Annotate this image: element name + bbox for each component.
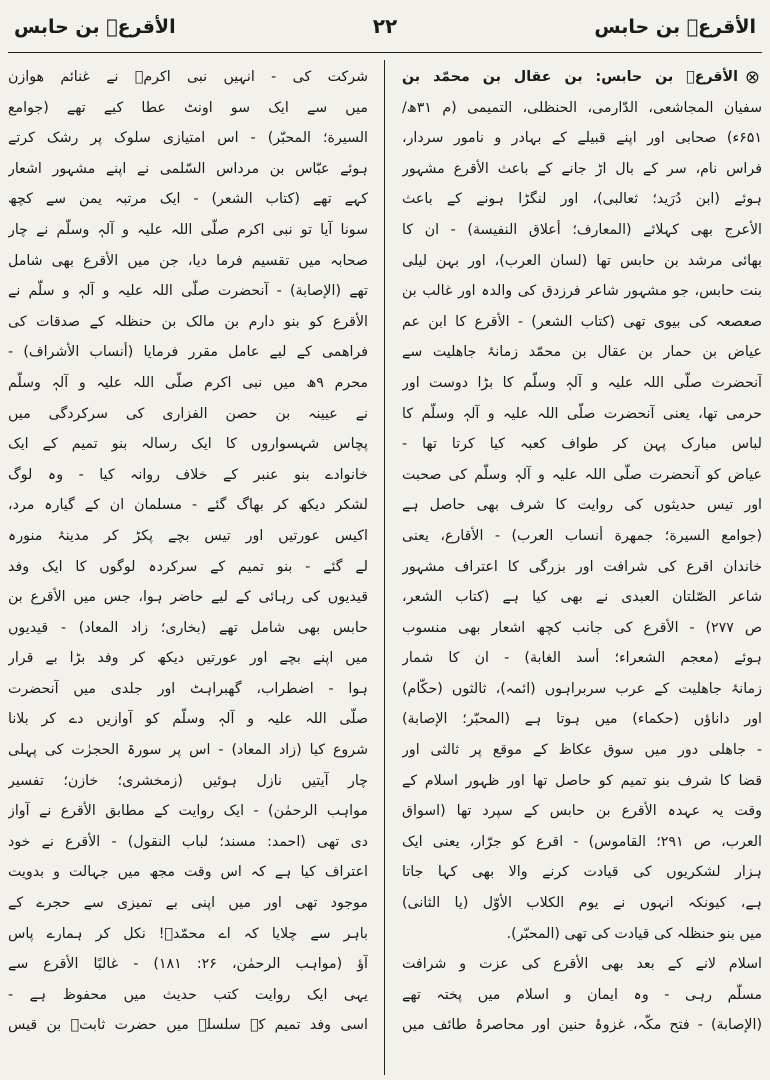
text-line: ہوئے (معجم الشعراء؛ أسد الغابة) - ان کا شمار (402, 650, 762, 667)
text-line: کہے تھے (کتاب الشعر) - ایک مرتبہ یمن سے کچھ (8, 191, 368, 208)
text-line: الأقرع کو بنو دارم بن مالک بن حنظلہ کے صدقات کی (8, 313, 368, 330)
text-line: اسلام لانے کے بعد بھی الأقرع کی عزت و شرافت (402, 956, 762, 973)
entry-marker-icon: ⊗ (744, 67, 760, 88)
text-line: اسی وفد تمیم کے سلسلے میں حضرت ثابتؓ بن قیس (8, 1017, 368, 1034)
text-line: میں بنو حنظلہ کی قیادت کی تھی (المحبّر). (506, 925, 762, 942)
text-line: میں اپنے بچے اور عورتیں دیکھ کر وفد بڑا بے قرار (8, 650, 368, 667)
text-line: سفیان المجاشعی، الدّارمی، الحنظلی، التمیمی (م ۳۱ھ/ (402, 99, 762, 116)
text-line: آؤ (مواہب الرحمٰن، ۲۶: ۱۸۱) - غالبًا الأقرع سے (8, 956, 368, 973)
page-number: ۲۲ (372, 14, 398, 38)
text-line: موجود تھی اور میں اپنی بے تمیزی سے حجرے کے (8, 895, 368, 912)
text-line: الأقرعؓ بن حابس: بن عقال بن محمّد بن (402, 69, 738, 85)
text-line: حرمی تھا، یعنی آنحضرت صلّی اللہ علیہ و آلہٖ وسلّم کا (402, 405, 762, 422)
text-line: العرب، ص ۲۹۱؛ القاموس) - اقرع کو جرّار، یعنی ایک (402, 833, 762, 850)
text-line: زمانۂ جاهلیت کے عرب سربراہوں (ائمہ)، ثالثوں (حکّام) (402, 680, 762, 697)
text-line: صعصعہ کی بیوی تھی (کتاب الشعر) - الأقرع کا ابن عم (402, 313, 762, 330)
text-line: حابس بھی شامل تھے (بخاری؛ زاد المعاد) - قیدیوں (8, 619, 368, 636)
text-line: ہے، کیونکہ انہوں نے یوم الکلاب الأوّل (یا الثانی) (402, 895, 762, 912)
text-line: نے عیینہ بن حصن الفزاری کی سرکردگی میں (8, 405, 368, 422)
running-header (8, 6, 762, 46)
text-line: اعتراف کیا ہے کہ اس وقت مجھ میں جہالت و بدویت (8, 864, 368, 881)
text-line: پچاس شہسواروں کا ایک رسالہ بنو تمیم کے ایک (8, 436, 368, 453)
header-title-left: الأقرعؓ بن حابس (14, 16, 176, 38)
text-line: بھائی مرشد بن حابس تھا (لسان العرب)، اور بہن لیلی (402, 252, 762, 269)
text-line: صلّی اللہ علیہ و آلہٖ وسلّم کو آوازیں دے کر بلانا (8, 711, 368, 728)
text-line: خانوادے بنو عنبر کے خلاف روانہ کیا - وہ لوگ (8, 466, 368, 483)
text-line: لباس مبارک پہن کر طواف کعبہ کیا کرتا تھا - (402, 436, 762, 453)
text-line: الأعرج بھی کہلائے (المعارف؛ أعلاق النفیسة) - ان کا (402, 221, 762, 238)
text-line: محرم ۹ھ میں نبی اکرم صلّی اللہ علیہ و آلہٖ وسلّم (8, 374, 368, 391)
text-line: دی تھی (احمد: مسند؛ لباب النقول) - الأقرع نے خود (8, 833, 368, 850)
text-line: بنت حابس، جو مشہور شاعر فرزدق کی والدہ اور غالب بن (402, 283, 762, 300)
text-line: لے گئے - بنو تمیم کے سرکردہ لوگوں کا ایک وفد (8, 558, 368, 575)
text-line: - جاهلی دور میں سوق عکاظ کے موقع پر ثالثی اور (402, 742, 762, 759)
text-line: ص ۲۷۷) - الأقرع کی جانب کچھ اشعار بھی منسوب (402, 619, 762, 636)
text-line: لشکر دیکھ کر بھاگ گئے - مسلمان ان کے گیارہ مرد، (8, 497, 368, 514)
text-line: تھے (الإصابة) - آنحضرت صلّی اللہ علیہ و آلہٖ و سلّم نے (8, 283, 368, 300)
header-title-right: الأقرعؓ بن حابس (594, 16, 756, 38)
text-line: السیرة؛ المحبّر) - اس امتیازی سلوک پر رشک کرتے (8, 130, 368, 147)
text-line: عیاض کو آنحضرت صلّی اللہ علیہ و آلہٖ وسلّم کی صحبت (402, 466, 762, 483)
text-line: ۶۵۱ء) صحابی اور اپنے قبیلے کے بہادر و نامور سردار، (402, 130, 762, 147)
text-line: خاندان اقرع کی شرافت اور بزرگی کا اعتراف مشہور (402, 558, 762, 575)
text-line: ہوئے عبّاس بن مرداس السّلمی نے اپنے مشہور اشعار (8, 160, 368, 177)
left-column (8, 62, 368, 1070)
text-line: شاعر الصّلتان العبدی نے بھی کیا ہے (کتاب الشعر، (402, 589, 762, 606)
text-line: ہوا - اضطراب، گھبراہٹ اور جلدی میں آنحضرت (8, 680, 368, 697)
header-rule (8, 52, 762, 53)
text-line: قضا کا شرف بنو تمیم کو حاصل تھا اور ظہور اسلام کے (402, 772, 762, 789)
text-line: اور داناؤں (حکماء) میں ہوتا ہے (المحبّر؛ الإصابة) (402, 711, 762, 728)
text-line: ہزار لشکریوں کی قیادت کرنے والا بھی کہا جاتا (402, 864, 762, 881)
text-line: فراس نام، سر کے بال اڑ جانے کے باعث الأقرع مشہور (402, 160, 762, 177)
text-line: چار آیتیں نازل ہوئیں (زمخشری؛ خازن؛ تفسیر (8, 772, 368, 789)
text-line: صحابہ میں تقسیم فرما دیا، جن میں الأقرع بھی شامل (8, 252, 368, 269)
text-line: شرکت کی - انہیں نبی اکرمؐ نے غنائم ھوازن (8, 69, 368, 85)
right-column (402, 62, 762, 1070)
text-line: (الإصابة) - فتح مکّہ، غزوۂ حنین اور محاصرۂ طائف میں (402, 1017, 762, 1034)
text-line: مسلّم رہی - وہ ایمان و اسلام میں پختہ تھے (402, 986, 762, 1003)
text-line: مواہب الرحمٰن) - ایک روایت کے مطابق الأقرع نے آواز (8, 803, 368, 820)
text-line: باہر سے چلایا کہ اے محمّدؐ! نکل کر ہمارے پاس (8, 925, 368, 942)
text-line: ہوئے (ابن دُرَید؛ ثعالبی)، اور لنگڑا ہونے کے باعث (402, 191, 762, 208)
text-line: اور تیس حدیثوں کی روایت کا شرف بھی حاصل ہے (402, 497, 762, 514)
text-line: قیدیوں کی رہائی کے لیے حاضر ہوا، جس میں الأقرع بن (8, 589, 368, 606)
text-line: فراهمی کے لیے عامل مقرر فرمایا (أنساب الأشراف) - (8, 344, 368, 361)
text-line: شروع کیا (زاد المعاد) - اس پر سورۃ الحجرٰت کی پہلی (8, 742, 368, 759)
column-divider (384, 60, 385, 1075)
text-line: وقت یہ عہدہ الأقرع بن حابس کے سپرد تھا (اسواق (402, 803, 762, 820)
text-line: آنحضرت صلّی اللہ علیہ و آلہٖ وسلّم کا بڑا دوست اور (402, 374, 762, 391)
text-line: یہی ایک روایت کتب حدیث میں محفوظ ہے - (8, 986, 368, 1003)
text-line: اکیس عورتیں اور تیس بچے پکڑ کر مدینۂ منورہ (8, 527, 368, 544)
text-line: سونا آیا تو نبی اکرم صلّی اللہ علیہ و آلہٖ وسلّم نے چار (8, 221, 368, 238)
text-line: میں سے ایک سو اونٹ عطا کیے تھے (جوامع (8, 99, 368, 116)
text-line: عیاض بن حمار بن عقال بن محمّد زمانۂ جاهلیت سے (402, 344, 762, 361)
text-line: (جوامع السیرة؛ جمهرة أنساب العرب) - الأقارع، یعنی (402, 527, 762, 544)
